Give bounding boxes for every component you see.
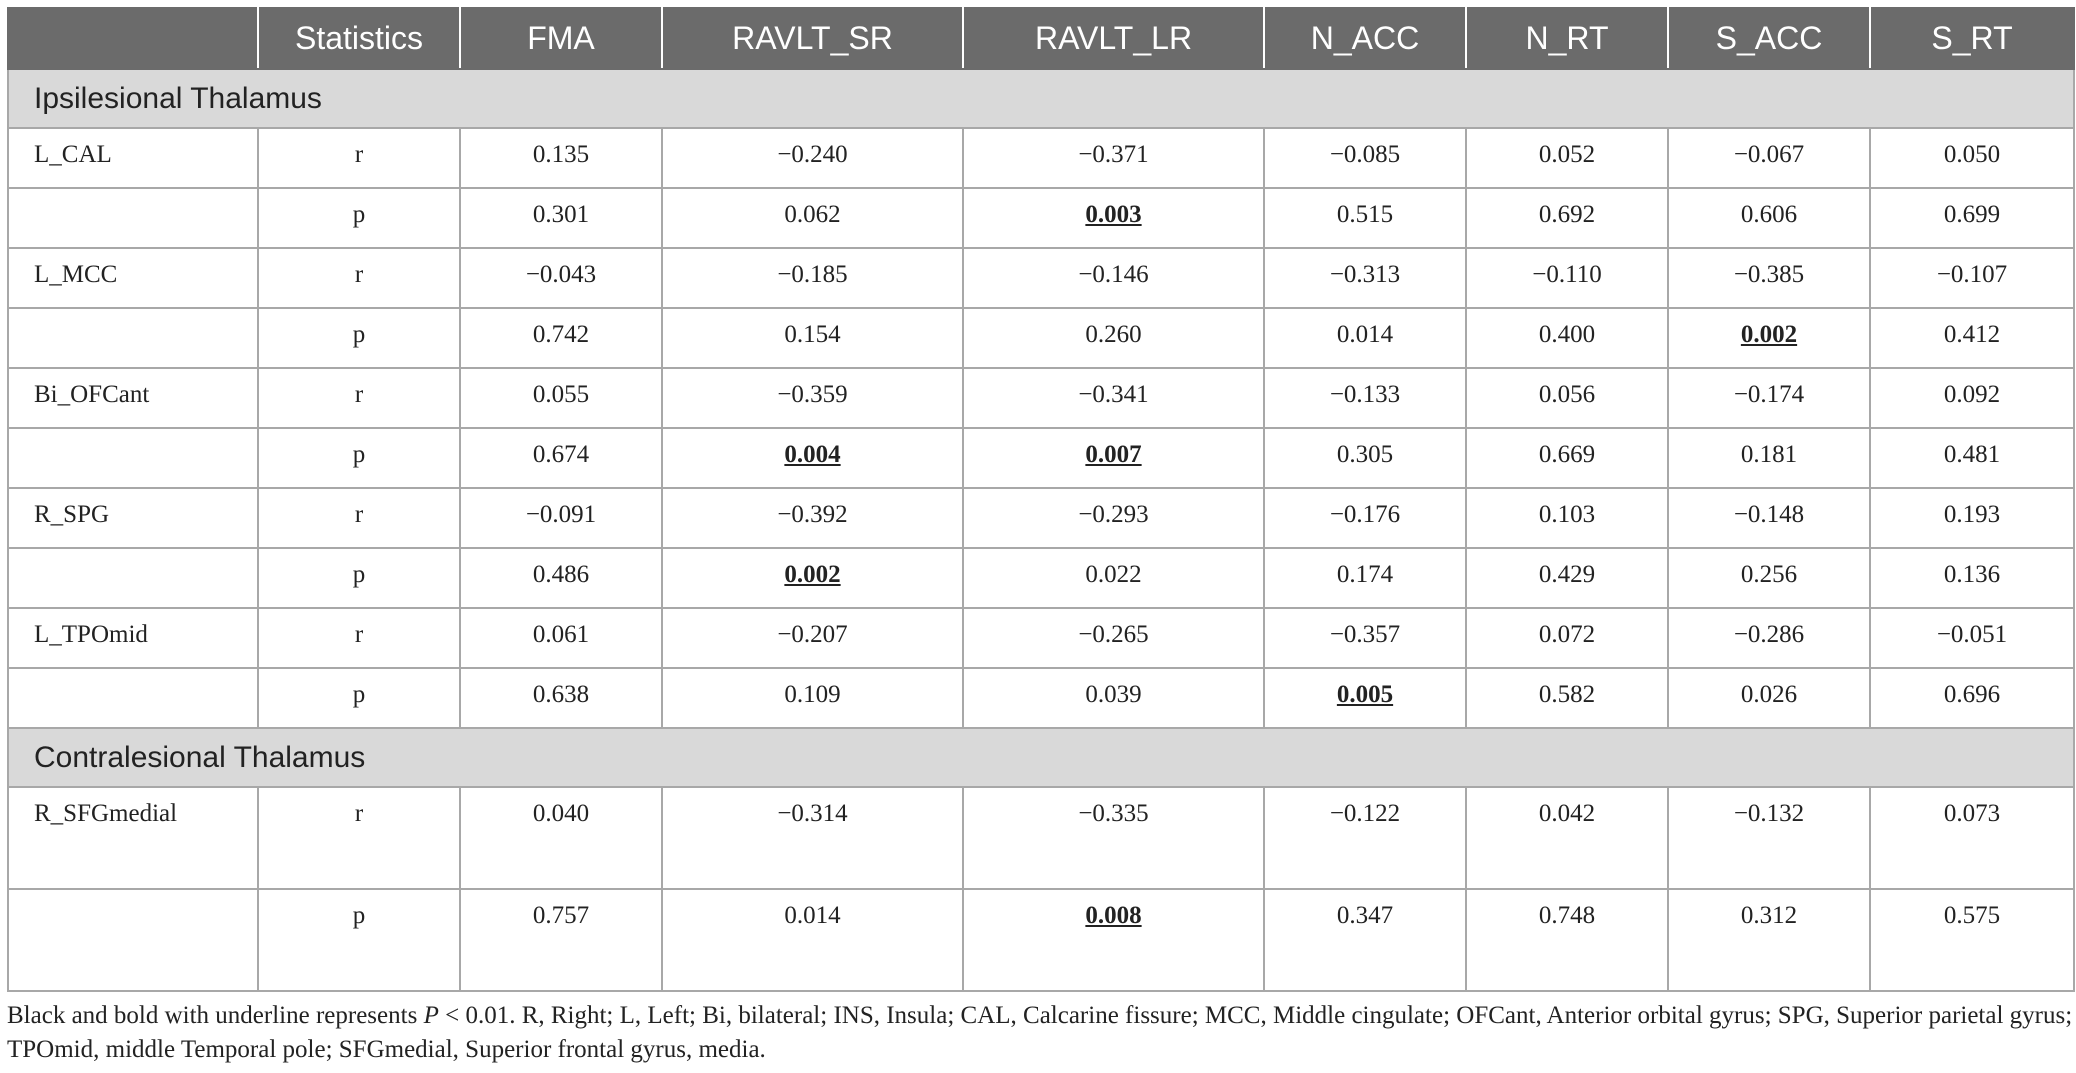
value-cell — [1668, 128, 1870, 188]
value-cell — [662, 548, 963, 608]
value-cell — [1870, 488, 2074, 548]
header-cell-n-acc: N_ACC — [1264, 8, 1466, 69]
value-cell — [1264, 128, 1466, 188]
header-cell-statistics: Statistics — [258, 8, 460, 69]
table-row — [8, 488, 2074, 548]
value-cell — [963, 368, 1264, 428]
header-cell-ravlt-sr: RAVLT_SR — [662, 8, 963, 69]
value-cell — [460, 889, 662, 991]
significant-p-value: 0.008 — [1085, 902, 1142, 929]
p-value: 0.305 — [1336, 441, 1394, 468]
value-cell — [963, 428, 1264, 488]
value-cell — [1264, 368, 1466, 428]
value-cell — [1668, 548, 1870, 608]
value-cell — [460, 428, 662, 488]
region-cell — [8, 889, 258, 991]
value-cell — [460, 787, 662, 889]
p-value: 0.312 — [1740, 902, 1798, 929]
section-title: Ipsilesional Thalamus — [8, 69, 2074, 128]
value-cell — [963, 308, 1264, 368]
r-value: −0.132 — [1733, 800, 1805, 827]
value-cell — [1668, 308, 1870, 368]
r-value: −0.043 — [525, 261, 597, 288]
value-cell — [1264, 188, 1466, 248]
value-cell — [1466, 668, 1668, 728]
r-value: 0.103 — [1538, 501, 1596, 528]
r-value: −0.122 — [1329, 800, 1401, 827]
value-cell — [662, 428, 963, 488]
significant-p-value: 0.003 — [1085, 201, 1142, 228]
value-cell — [662, 608, 963, 668]
value-cell — [1668, 668, 1870, 728]
r-value: 0.056 — [1538, 381, 1596, 408]
p-value: 0.429 — [1538, 561, 1596, 588]
value-cell — [1264, 248, 1466, 308]
value-cell — [662, 128, 963, 188]
correlation-table — [7, 7, 2075, 992]
value-cell — [1264, 889, 1466, 991]
value-cell — [1668, 368, 1870, 428]
p-value: 0.181 — [1740, 441, 1798, 468]
value-cell — [1466, 548, 1668, 608]
r-value: −0.091 — [525, 501, 597, 528]
value-cell — [662, 308, 963, 368]
header-cell-ravlt-lr: RAVLT_LR — [963, 8, 1264, 69]
value-cell — [1870, 188, 2074, 248]
value-cell — [1466, 128, 1668, 188]
r-value: 0.135 — [532, 141, 590, 168]
p-value: 0.039 — [1085, 681, 1142, 708]
p-value: 0.748 — [1538, 902, 1596, 929]
r-value: −0.207 — [777, 621, 848, 648]
p-value: 0.109 — [784, 681, 841, 708]
p-value: 0.638 — [532, 681, 590, 708]
value-cell — [1466, 428, 1668, 488]
p-value: 0.669 — [1538, 441, 1596, 468]
r-value: −0.385 — [1733, 261, 1805, 288]
significant-p-value: 0.005 — [1336, 681, 1394, 708]
significant-p-value: 0.007 — [1085, 441, 1142, 468]
table-container — [7, 7, 2073, 992]
r-value: −0.286 — [1733, 621, 1805, 648]
value-cell — [1264, 668, 1466, 728]
table-row — [8, 128, 2074, 188]
value-cell — [1466, 787, 1668, 889]
significant-p-value: 0.002 — [1740, 321, 1798, 348]
p-value: 0.696 — [1943, 681, 2001, 708]
r-value: −0.176 — [1329, 501, 1401, 528]
table-row — [8, 889, 2074, 991]
value-cell — [460, 188, 662, 248]
p-value: 0.575 — [1943, 902, 2001, 929]
value-cell — [1264, 787, 1466, 889]
value-cell — [1466, 368, 1668, 428]
r-value: −0.110 — [1532, 261, 1602, 288]
footnote-text-start: Black and bold with underline represents — [7, 1002, 424, 1029]
region-cell — [8, 308, 258, 368]
r-value: 0.073 — [1943, 800, 2001, 827]
p-value: 0.014 — [784, 902, 841, 929]
value-cell — [460, 308, 662, 368]
section-row — [8, 69, 2074, 128]
value-cell — [963, 128, 1264, 188]
r-value: −0.240 — [777, 141, 848, 168]
statistic-cell: p — [258, 308, 460, 368]
statistic-cell: p — [258, 548, 460, 608]
value-cell — [963, 889, 1264, 991]
region-cell — [8, 668, 258, 728]
region-cell — [8, 428, 258, 488]
value-cell — [1466, 188, 1668, 248]
value-cell — [460, 668, 662, 728]
value-cell — [963, 248, 1264, 308]
value-cell — [662, 787, 963, 889]
p-value: 0.400 — [1538, 321, 1596, 348]
r-value: −0.293 — [1078, 501, 1149, 528]
value-cell — [963, 787, 1264, 889]
p-value: 0.256 — [1740, 561, 1798, 588]
region-cell: L_TPOmid — [8, 608, 258, 668]
footnote-text-rest: < 0.01. R, Right; L, Left; Bi, bilateral; INS, Insula; CAL, Calcarine fissure; MCC, Middle cingulate; OFCant, Anterior orbital gyrus; SPG, Superior parietal gyrus; TPOmid, middle Temporal pole; SFGmedial, Superior frontal gyrus, media. — [7, 1002, 2073, 1063]
r-value: −0.357 — [1329, 621, 1401, 648]
value-cell — [460, 548, 662, 608]
r-value: 0.193 — [1943, 501, 2001, 528]
header-cell-n-rt: N_RT — [1466, 8, 1668, 69]
value-cell — [1870, 668, 2074, 728]
statistic-cell: p — [258, 188, 460, 248]
r-value: −0.313 — [1329, 261, 1401, 288]
value-cell — [1668, 889, 1870, 991]
footnote-p-symbol: P — [423, 1002, 439, 1029]
significant-p-value: 0.004 — [784, 441, 841, 468]
r-value: −0.107 — [1936, 261, 2008, 288]
value-cell — [460, 248, 662, 308]
statistic-cell: r — [258, 128, 460, 188]
r-value: −0.392 — [777, 501, 848, 528]
r-value: 0.055 — [532, 381, 590, 408]
p-value: 0.260 — [1085, 321, 1142, 348]
section-row — [8, 728, 2074, 787]
value-cell — [1870, 787, 2074, 889]
p-value: 0.136 — [1943, 561, 2001, 588]
value-cell — [662, 889, 963, 991]
value-cell — [1870, 889, 2074, 991]
value-cell — [1264, 488, 1466, 548]
r-value: −0.185 — [777, 261, 848, 288]
table-row — [8, 787, 2074, 889]
table-body — [8, 69, 2074, 991]
r-value: −0.359 — [777, 381, 848, 408]
table-row — [8, 428, 2074, 488]
table-row — [8, 248, 2074, 308]
region-cell: L_CAL — [8, 128, 258, 188]
p-value: 0.062 — [784, 201, 841, 228]
table-row — [8, 188, 2074, 248]
r-value: −0.051 — [1936, 621, 2008, 648]
value-cell — [1466, 308, 1668, 368]
value-cell — [1668, 248, 1870, 308]
r-value: −0.341 — [1078, 381, 1149, 408]
value-cell — [1870, 548, 2074, 608]
region-cell — [8, 548, 258, 608]
statistic-cell: p — [258, 668, 460, 728]
value-cell — [1668, 608, 1870, 668]
section-title: Contralesional Thalamus — [8, 728, 2074, 787]
value-cell — [662, 188, 963, 248]
value-cell — [1466, 889, 1668, 991]
table-footnote — [7, 999, 2073, 1067]
p-value: 0.582 — [1538, 681, 1596, 708]
header-cell-s-rt: S_RT — [1870, 8, 2074, 69]
statistic-cell: r — [258, 368, 460, 428]
value-cell — [662, 248, 963, 308]
p-value: 0.486 — [532, 561, 590, 588]
p-value: 0.757 — [532, 902, 590, 929]
value-cell — [1264, 548, 1466, 608]
value-cell — [1870, 608, 2074, 668]
p-value: 0.174 — [1336, 561, 1394, 588]
value-cell — [963, 608, 1264, 668]
r-value: −0.174 — [1733, 381, 1805, 408]
p-value: 0.515 — [1336, 201, 1394, 228]
header-cell-fma: FMA — [460, 8, 662, 69]
r-value: −0.335 — [1078, 800, 1149, 827]
r-value: −0.133 — [1329, 381, 1401, 408]
p-value: 0.606 — [1740, 201, 1798, 228]
value-cell — [662, 368, 963, 428]
table-row — [8, 608, 2074, 668]
p-value: 0.481 — [1943, 441, 2001, 468]
p-value: 0.674 — [532, 441, 590, 468]
value-cell — [1870, 308, 2074, 368]
p-value: 0.026 — [1740, 681, 1798, 708]
table-row — [8, 368, 2074, 428]
r-value: −0.314 — [777, 800, 848, 827]
r-value: −0.148 — [1733, 501, 1805, 528]
p-value: 0.014 — [1336, 321, 1394, 348]
value-cell — [1264, 608, 1466, 668]
r-value: −0.146 — [1078, 261, 1149, 288]
r-value: 0.040 — [532, 800, 590, 827]
value-cell — [1668, 787, 1870, 889]
table-row — [8, 548, 2074, 608]
value-cell — [1870, 128, 2074, 188]
p-value: 0.412 — [1943, 321, 2001, 348]
region-cell: R_SPG — [8, 488, 258, 548]
header-cell-region — [8, 8, 258, 69]
p-value: 0.301 — [532, 201, 590, 228]
value-cell — [1466, 488, 1668, 548]
value-cell — [662, 488, 963, 548]
value-cell — [1264, 308, 1466, 368]
statistic-cell: r — [258, 787, 460, 889]
r-value: −0.265 — [1078, 621, 1149, 648]
region-cell: L_MCC — [8, 248, 258, 308]
value-cell — [1668, 188, 1870, 248]
statistic-cell: p — [258, 428, 460, 488]
statistic-cell: r — [258, 488, 460, 548]
r-value: −0.371 — [1078, 141, 1149, 168]
value-cell — [1668, 428, 1870, 488]
header-row — [8, 8, 2074, 69]
table-row — [8, 668, 2074, 728]
value-cell — [1466, 608, 1668, 668]
r-value: 0.052 — [1538, 141, 1596, 168]
value-cell — [1668, 488, 1870, 548]
value-cell — [1264, 428, 1466, 488]
p-value: 0.154 — [784, 321, 841, 348]
value-cell — [963, 188, 1264, 248]
value-cell — [1870, 428, 2074, 488]
statistic-cell: r — [258, 248, 460, 308]
r-value: 0.042 — [1538, 800, 1596, 827]
significant-p-value: 0.002 — [784, 561, 841, 588]
value-cell — [460, 368, 662, 428]
header-cell-s-acc: S_ACC — [1668, 8, 1870, 69]
r-value: 0.061 — [532, 621, 590, 648]
value-cell — [1870, 248, 2074, 308]
r-value: 0.050 — [1943, 141, 2001, 168]
value-cell — [963, 548, 1264, 608]
r-value: −0.067 — [1733, 141, 1805, 168]
table-row — [8, 308, 2074, 368]
r-value: −0.085 — [1329, 141, 1401, 168]
value-cell — [460, 488, 662, 548]
value-cell — [460, 128, 662, 188]
statistic-cell: r — [258, 608, 460, 668]
value-cell — [1466, 248, 1668, 308]
region-cell — [8, 188, 258, 248]
region-cell: Bi_OFCant — [8, 368, 258, 428]
p-value: 0.699 — [1943, 201, 2001, 228]
p-value: 0.692 — [1538, 201, 1596, 228]
region-cell: R_SFGmedial — [8, 787, 258, 889]
p-value: 0.022 — [1085, 561, 1142, 588]
value-cell — [460, 608, 662, 668]
statistic-cell: p — [258, 889, 460, 991]
value-cell — [963, 488, 1264, 548]
value-cell — [963, 668, 1264, 728]
value-cell — [1870, 368, 2074, 428]
r-value: 0.072 — [1538, 621, 1596, 648]
value-cell — [662, 668, 963, 728]
r-value: 0.092 — [1943, 381, 2001, 408]
p-value: 0.347 — [1336, 902, 1394, 929]
p-value: 0.742 — [532, 321, 590, 348]
